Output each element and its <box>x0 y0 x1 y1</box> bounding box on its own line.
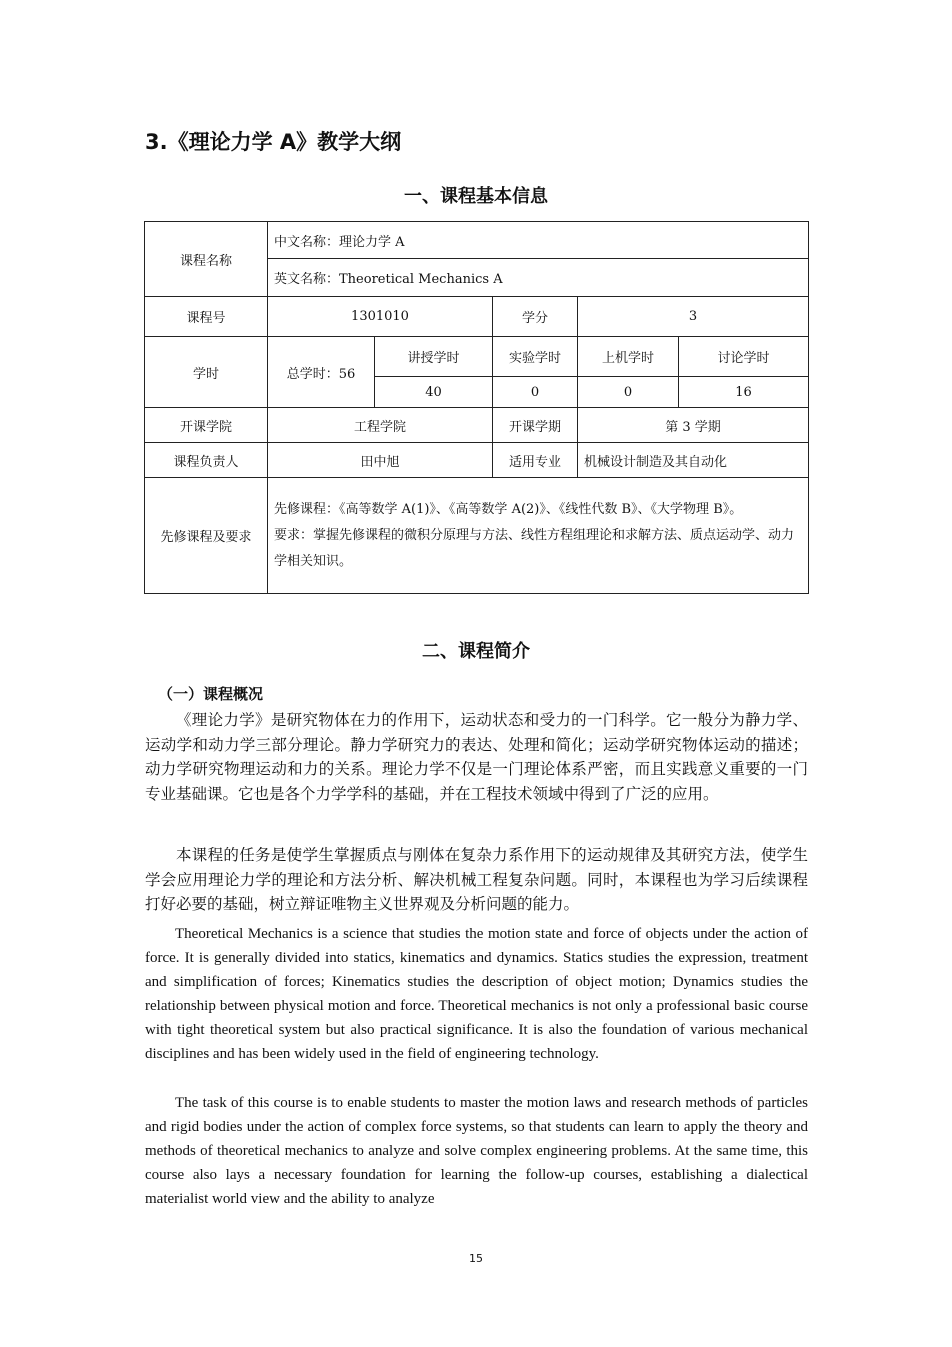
english-name: 英文名称：Theoretical Mechanics A <box>268 259 809 297</box>
lab-hours-label: 实验学时 <box>493 337 578 377</box>
paragraph-en-2: The task of this course is to enable students to master the motion laws and research methods of particles and rigid bodies under the action of complex force systems, so that students can learn to apply the theory and methods of theoretical mechanics to analyze and solve complex engineering problems. At the same time, this course also lays a necessary foundation for learning the follow-up courses, establishing a dialectical materialist world view and the ability to analyze <box>145 1095 808 1207</box>
chinese-name: 中文名称：理论力学 A <box>268 222 809 259</box>
lecture-hours-label: 讲授学时 <box>375 337 493 377</box>
section-heading-course-intro: 二、课程简介 <box>422 641 530 662</box>
paragraph-zh-1: 《理论力学》是研究物体在力的作用下，运动状态和受力的一门科学。它一般分为静力学、运动学和动力学三部分理论。静力学研究力的表达、处理和简化；运动学研究物体运动的描述；动力学研究物理运动和力的关系。理论力学不仅是一门理论体系严密，而且实践意义重要的一门专业基础课。它也是各个力学学科的基础，并在工程技术领域中得到了广泛的应用。 <box>145 711 808 803</box>
major-value: 机械设计制造及其自动化 <box>578 443 809 478</box>
lecture-hours: 40 <box>375 377 493 408</box>
college-label: 开课学院 <box>145 408 268 443</box>
paragraph-en-1: Theoretical Mechanics is a science that studies the motion state and force of objects under the action of force. It is generally divided into statics, kinematics and dynamics. Statics studies the expression, treatment and simplification of forces; Kinematics studies the description of object motion; Dynamics studies the relationship between physical motion and force. Theoretical mechanics is not only a professional basic course with tight theoretical system but also practical significance. It is also the foundation of various mechanical disciplines and has been widely used in the field of engineering technology. <box>145 926 808 1062</box>
hours-label: 学时 <box>145 337 268 408</box>
credit-label: 学分 <box>493 297 578 337</box>
semester-label: 开课学期 <box>493 408 578 443</box>
prerequisite-requirements: 要求：掌握先修课程的微积分原理与方法、线性方程组理论和求解方法、质点运动学、动力学相关知识。 <box>274 527 795 569</box>
course-number-label: 课程号 <box>145 297 268 337</box>
computer-hours-label: 上机学时 <box>578 337 679 377</box>
total-hours: 总学时：56 <box>268 337 375 408</box>
semester-value: 第 3 学期 <box>578 408 809 443</box>
discussion-hours: 16 <box>679 377 809 408</box>
paragraph-zh-2: 本课程的任务是使学生掌握质点与刚体在复杂力系作用下的运动规律及其研究方法，使学生学会应用理论力学的理论和方法分析、解决机械工程复杂问题。同时，本课程也为学习后续课程打好必要的基础，树立辩证唯物主义世界观及分析问题的能力。 <box>145 846 808 913</box>
course-number: 1301010 <box>268 297 493 337</box>
document-title: 3.《理论力学 A》教学大纲 <box>145 130 402 154</box>
prerequisite-label: 先修课程及要求 <box>145 478 268 594</box>
lab-hours: 0 <box>493 377 578 408</box>
section-heading-basic-info: 一、课程基本信息 <box>404 186 548 207</box>
subheading-course-overview: （一）课程概况 <box>158 685 264 703</box>
course-info-table <box>144 221 809 594</box>
course-lead: 田中旭 <box>268 443 493 478</box>
computer-hours: 0 <box>578 377 679 408</box>
course-name-label: 课程名称 <box>145 222 268 297</box>
major-label: 适用专业 <box>493 443 578 478</box>
credit-value: 3 <box>578 297 809 337</box>
page-number: 15 <box>469 1252 483 1265</box>
college-value: 工程学院 <box>268 408 493 443</box>
prerequisite-cell <box>268 478 809 594</box>
course-lead-label: 课程负责人 <box>145 443 268 478</box>
discussion-hours-label: 讨论学时 <box>679 337 809 377</box>
prerequisite-courses: 先修课程：《高等数学 A(1)》、《高等数学 A(2)》、《线性代数 B》、《大学物理 B》。 <box>274 501 743 517</box>
